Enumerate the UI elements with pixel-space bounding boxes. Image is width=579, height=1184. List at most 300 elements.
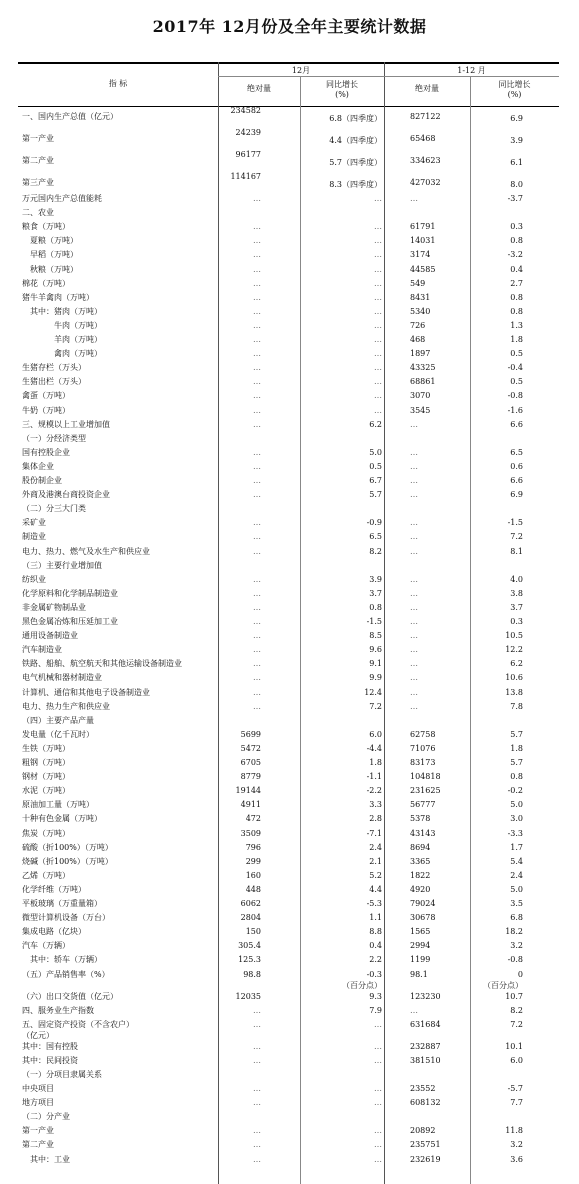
row-label: 烧碱（折100%）（万吨） bbox=[22, 856, 113, 866]
row-label: 硫酸（折100%）（万吨） bbox=[22, 842, 113, 852]
stats-table-header bbox=[18, 62, 559, 107]
month-growth-value: 6.7 bbox=[369, 476, 382, 485]
table-row bbox=[18, 391, 559, 405]
month-absolute-value: … bbox=[253, 1041, 261, 1051]
month-absolute-value: … bbox=[253, 335, 261, 344]
year-absolute-value: 726 bbox=[410, 320, 426, 330]
row-label: 粗钢（万吨） bbox=[22, 758, 70, 767]
year-absolute-value: 71076 bbox=[410, 743, 436, 753]
year-absolute-value: 20892 bbox=[410, 1126, 436, 1136]
month-growth-unit: （百分点） bbox=[342, 980, 382, 990]
year-growth-value: 0.8 bbox=[510, 306, 523, 316]
month-growth-value: 2.8 bbox=[369, 814, 382, 824]
row-label: 外商及港澳台商投资企业 bbox=[22, 490, 110, 500]
year-growth-value: 5.4 bbox=[510, 856, 523, 866]
year-growth-value: 3.0 bbox=[510, 814, 523, 824]
month-absolute-value: … bbox=[253, 687, 261, 697]
year-absolute-value: … bbox=[410, 659, 418, 669]
month-growth-value: 5.7 bbox=[369, 490, 382, 500]
year-growth-value: 11.8 bbox=[505, 1126, 523, 1136]
row-label: 钢材（万吨） bbox=[22, 772, 70, 782]
month-growth-value: … bbox=[374, 1084, 382, 1093]
year-absolute-value: 123230 bbox=[410, 991, 441, 1001]
row-label: 微型计算机设备（万台） bbox=[22, 913, 110, 923]
year-absolute-value: … bbox=[410, 1005, 418, 1015]
table-row bbox=[18, 992, 559, 1006]
row-label: （二）分三大门类 bbox=[22, 504, 86, 514]
row-label: 十种有色金属（万吨） bbox=[22, 814, 102, 824]
table-row bbox=[18, 702, 559, 716]
table-row bbox=[18, 843, 559, 857]
month-growth-value: … bbox=[374, 320, 382, 330]
month-growth-value: 7.9 bbox=[369, 1005, 382, 1015]
year-absolute-value: 3545 bbox=[410, 405, 431, 415]
year-growth-value: -3.3 bbox=[507, 828, 523, 838]
table-row bbox=[18, 349, 559, 363]
month-absolute-value: … bbox=[253, 701, 261, 711]
month-absolute-value: 2804 bbox=[240, 913, 261, 923]
year-growth-value: 3.8 bbox=[510, 588, 523, 598]
row-label: 地方项目 bbox=[22, 1098, 54, 1108]
month-growth-value: 2.4 bbox=[369, 842, 382, 852]
year-absolute-value: 608132 bbox=[410, 1098, 441, 1108]
month-growth-value: … bbox=[374, 1154, 382, 1164]
year-absolute-value: 43143 bbox=[410, 828, 436, 838]
year-absolute-value: 827122 bbox=[410, 112, 441, 121]
month-absolute-value: 5699 bbox=[240, 729, 261, 739]
year-growth-value: 6.8 bbox=[510, 913, 523, 923]
row-label: 计算机、通信和其他电子设备制造业 bbox=[22, 687, 150, 697]
year-growth-value: 4.0 bbox=[510, 574, 523, 584]
month-growth-value: 9.3 bbox=[369, 991, 382, 1001]
month-growth-value: … bbox=[374, 405, 382, 415]
year-growth-value: -0.8 bbox=[507, 391, 523, 401]
month-growth-value: … bbox=[374, 250, 382, 260]
month-absolute-value: … bbox=[253, 1005, 261, 1015]
header-year-growth: 同比增长 bbox=[498, 80, 531, 89]
year-absolute-value: 232619 bbox=[410, 1154, 441, 1164]
year-absolute-value: … bbox=[410, 447, 418, 457]
year-absolute-value: 79024 bbox=[410, 899, 436, 908]
table-row bbox=[18, 1140, 559, 1154]
year-growth-value: 0.8 bbox=[510, 772, 523, 782]
year-growth-value: 10.5 bbox=[505, 631, 523, 641]
row-label: 第二产业 bbox=[22, 156, 54, 165]
header-month-abs: 绝对量 bbox=[247, 84, 271, 93]
row-label: 水泥（万吨） bbox=[22, 786, 70, 796]
year-growth-value: 7.8 bbox=[510, 701, 523, 711]
page-title: 2017年 12月份及全年主要统计数据 bbox=[152, 17, 427, 36]
month-absolute-value: 305.4 bbox=[238, 941, 261, 951]
month-absolute-value: 5472 bbox=[240, 743, 261, 753]
month-growth-value: 8.8 bbox=[369, 927, 382, 937]
month-absolute-value: … bbox=[253, 320, 261, 330]
month-growth-value: 6.0 bbox=[369, 729, 382, 739]
year-absolute-value: 68861 bbox=[410, 377, 436, 387]
year-growth-value: 7.2 bbox=[510, 532, 523, 542]
year-growth-value: 1.7 bbox=[510, 842, 523, 852]
row-label: 其中：轿车（万辆） bbox=[22, 955, 102, 965]
month-absolute-value: … bbox=[253, 1055, 261, 1065]
year-growth-value: 5.0 bbox=[510, 800, 523, 810]
year-growth-value: 3.7 bbox=[510, 602, 523, 612]
month-absolute-value: 6062 bbox=[240, 899, 261, 908]
month-growth-value: … bbox=[374, 278, 382, 288]
year-absolute-value: 631684 bbox=[410, 1019, 441, 1029]
table-row bbox=[18, 490, 559, 504]
month-absolute-value: … bbox=[253, 602, 261, 612]
year-growth-value: 2.4 bbox=[510, 870, 523, 880]
month-absolute-value: 125.3 bbox=[238, 955, 261, 965]
month-growth-value: 4.4（四季度） bbox=[329, 136, 382, 145]
year-growth-value: 0.8 bbox=[510, 236, 523, 246]
row-label: 五、固定资产投资（不含农户） bbox=[22, 1019, 134, 1029]
month-absolute-value: 4911 bbox=[240, 800, 261, 810]
row-label: 一、国内生产总值（亿元） bbox=[22, 112, 118, 121]
year-growth-value: 8.0 bbox=[510, 180, 523, 189]
table-row bbox=[18, 899, 559, 913]
month-growth-value: -1.1 bbox=[366, 772, 382, 782]
month-absolute-value: … bbox=[253, 1154, 261, 1164]
month-growth-value: 2.2 bbox=[369, 955, 382, 965]
year-absolute-value: 44585 bbox=[410, 264, 436, 274]
year-growth-value: 8.1 bbox=[510, 546, 523, 556]
row-label: 其中：猪肉（万吨） bbox=[22, 306, 102, 316]
row-label: 黑色金属冶炼和压延加工业 bbox=[22, 617, 118, 626]
year-growth-value: -1.5 bbox=[507, 518, 523, 528]
year-growth-value: 10.6 bbox=[505, 673, 523, 683]
month-absolute-value: … bbox=[253, 236, 261, 246]
row-label: 粮食（万吨） bbox=[22, 222, 70, 232]
row-label: 平板玻璃（万重量箱） bbox=[22, 899, 102, 908]
row-label: 其中：工业 bbox=[22, 1154, 70, 1164]
row-label: 生铁（万吨） bbox=[22, 743, 70, 753]
year-absolute-value: … bbox=[410, 588, 418, 598]
year-absolute-value: … bbox=[410, 701, 418, 711]
header-period-month: 12月 bbox=[291, 66, 311, 75]
month-absolute-value: 24239 bbox=[235, 128, 261, 137]
month-absolute-value: … bbox=[253, 574, 261, 584]
row-label: 第一产业 bbox=[22, 134, 54, 143]
year-absolute-value: 3174 bbox=[410, 250, 431, 260]
table-row bbox=[18, 758, 559, 772]
year-growth-value: 6.6 bbox=[510, 419, 523, 429]
row-label: 禽蛋（万吨） bbox=[22, 391, 70, 401]
year-absolute-value: 549 bbox=[410, 278, 426, 288]
month-growth-value: … bbox=[374, 377, 382, 387]
table-row bbox=[18, 462, 559, 476]
month-growth-value: … bbox=[374, 306, 382, 316]
month-growth-value: 1.1 bbox=[369, 913, 382, 923]
year-absolute-value: 5340 bbox=[410, 306, 431, 316]
year-absolute-value: 427032 bbox=[410, 178, 441, 187]
row-label: 电力、热力、燃气及水生产和供应业 bbox=[22, 546, 150, 556]
year-growth-value: 0.4 bbox=[510, 264, 523, 274]
year-growth-value: 7.2 bbox=[510, 1019, 523, 1029]
table-row bbox=[18, 476, 559, 490]
table-row bbox=[18, 420, 559, 434]
year-growth-value: 5.0 bbox=[510, 884, 523, 894]
month-absolute-value: … bbox=[253, 1126, 261, 1136]
year-growth-value: 0.5 bbox=[510, 349, 523, 359]
row-label: 三、规模以上工业增加值 bbox=[22, 419, 110, 429]
header-indicator: 指 标 bbox=[108, 79, 128, 88]
table-row bbox=[18, 208, 559, 222]
year-absolute-value: 1822 bbox=[410, 870, 431, 880]
table-row bbox=[18, 617, 559, 631]
year-absolute-value: 23552 bbox=[410, 1084, 436, 1093]
row-label: 四、服务业生产指数 bbox=[22, 1005, 94, 1015]
table-row bbox=[18, 631, 559, 645]
month-absolute-value: … bbox=[253, 1019, 261, 1029]
month-growth-value: 7.2 bbox=[369, 701, 382, 711]
table-row bbox=[18, 1155, 559, 1169]
month-absolute-value: … bbox=[253, 363, 261, 373]
month-growth-value: 5.0 bbox=[369, 447, 382, 457]
month-absolute-value: 796 bbox=[245, 842, 261, 852]
year-growth-value: 6.0 bbox=[510, 1055, 523, 1065]
table-row bbox=[18, 688, 559, 702]
year-growth-value: 6.5 bbox=[510, 447, 523, 457]
month-absolute-value: 19144 bbox=[235, 786, 261, 796]
month-absolute-value: … bbox=[253, 645, 261, 655]
month-growth-value: 2.1 bbox=[369, 856, 382, 866]
year-absolute-value: … bbox=[410, 602, 418, 612]
year-absolute-value: … bbox=[410, 687, 418, 697]
table-row bbox=[18, 871, 559, 885]
table-row bbox=[18, 561, 559, 575]
month-growth-value: -2.2 bbox=[366, 786, 382, 796]
month-absolute-value: … bbox=[253, 461, 261, 471]
month-absolute-value: … bbox=[253, 546, 261, 556]
month-growth-value: … bbox=[374, 391, 382, 401]
month-growth-value: 9.6 bbox=[369, 645, 382, 655]
year-absolute-value: 8694 bbox=[410, 842, 431, 852]
table-row bbox=[18, 1126, 559, 1140]
month-absolute-value: 160 bbox=[245, 870, 261, 880]
year-growth-value: 3.5 bbox=[510, 899, 523, 908]
year-growth-value: 0.5 bbox=[510, 377, 523, 387]
month-absolute-value: … bbox=[253, 631, 261, 641]
row-label: （五）产品销售率（%） bbox=[22, 969, 110, 979]
table-row bbox=[18, 857, 559, 871]
month-absolute-value: 448 bbox=[245, 884, 261, 894]
table-row bbox=[18, 927, 559, 941]
table-row bbox=[18, 406, 559, 420]
year-absolute-value: 468 bbox=[410, 335, 426, 344]
month-growth-value: … bbox=[374, 363, 382, 373]
year-growth-value: 10.1 bbox=[505, 1041, 523, 1051]
month-absolute-value: 96177 bbox=[235, 150, 261, 159]
year-growth-value: 0 bbox=[517, 969, 523, 979]
month-absolute-value: … bbox=[253, 194, 261, 203]
year-growth-value: -5.7 bbox=[507, 1084, 523, 1093]
row-label: （一）分经济类型 bbox=[22, 433, 86, 443]
year-absolute-value: … bbox=[410, 419, 418, 429]
year-growth-value: 0.3 bbox=[510, 222, 523, 232]
year-growth-value: 3.2 bbox=[510, 1140, 523, 1150]
row-label-unit: （亿元） bbox=[22, 1030, 54, 1040]
row-label: 发电量（亿千瓦时） bbox=[22, 729, 94, 739]
month-growth-value: 12.4 bbox=[364, 687, 382, 697]
month-growth-value: 5.7（四季度） bbox=[329, 158, 382, 167]
table-row bbox=[18, 970, 559, 992]
table-row bbox=[18, 941, 559, 955]
row-label: 其中：民间投资 bbox=[22, 1055, 78, 1065]
year-growth-value: 0.6 bbox=[510, 461, 523, 471]
table-row bbox=[18, 955, 559, 969]
table-row bbox=[18, 645, 559, 659]
month-absolute-value: … bbox=[253, 447, 261, 457]
year-growth-value: -1.6 bbox=[507, 405, 523, 415]
month-absolute-value: 6705 bbox=[240, 758, 261, 767]
month-growth-value: -0.9 bbox=[366, 518, 382, 528]
year-absolute-value: 3365 bbox=[410, 856, 431, 866]
year-absolute-value: 56777 bbox=[410, 800, 436, 810]
year-growth-value: 3.9 bbox=[510, 136, 523, 145]
month-growth-value: 1.8 bbox=[369, 758, 382, 767]
table-row bbox=[18, 589, 559, 603]
year-growth-value: -0.2 bbox=[507, 786, 523, 796]
month-growth-value: 9.1 bbox=[369, 659, 382, 669]
row-label: 第一产业 bbox=[22, 1126, 54, 1136]
header-period-year: 1-12 月 bbox=[457, 66, 486, 75]
year-absolute-value: 334623 bbox=[410, 156, 441, 165]
month-growth-value: 6.5 bbox=[369, 532, 382, 542]
table-row bbox=[18, 1020, 559, 1042]
header-row bbox=[18, 62, 559, 107]
row-label: （四）主要产品产量 bbox=[22, 715, 94, 725]
month-absolute-value: … bbox=[253, 419, 261, 429]
row-label: 乙烯（万吨） bbox=[22, 870, 70, 880]
month-growth-value: … bbox=[374, 349, 382, 359]
month-absolute-value: 12035 bbox=[235, 991, 261, 1001]
table-row bbox=[18, 1098, 559, 1112]
month-growth-value: … bbox=[374, 194, 382, 203]
year-absolute-value: … bbox=[410, 631, 418, 641]
month-growth-value: 5.2 bbox=[369, 870, 382, 880]
year-absolute-value: … bbox=[410, 194, 418, 203]
table-row bbox=[18, 293, 559, 307]
year-absolute-value: 3070 bbox=[410, 391, 431, 401]
table-row bbox=[18, 1006, 559, 1020]
month-growth-value: … bbox=[374, 1140, 382, 1150]
year-growth-value: 7.7 bbox=[510, 1098, 523, 1108]
month-growth-value: 0.4 bbox=[369, 941, 382, 951]
month-growth-value: … bbox=[374, 1126, 382, 1136]
row-label: （六）出口交货值（亿元） bbox=[22, 991, 118, 1001]
row-label: （三）主要行业增加值 bbox=[22, 560, 102, 570]
year-absolute-value: 83173 bbox=[410, 758, 436, 767]
year-growth-value: 12.2 bbox=[505, 645, 523, 655]
row-label: 羊肉（万吨） bbox=[22, 335, 102, 344]
month-absolute-value: … bbox=[253, 306, 261, 316]
table-row bbox=[18, 730, 559, 744]
month-absolute-value: 8779 bbox=[240, 772, 261, 782]
month-absolute-value: … bbox=[253, 405, 261, 415]
table-row bbox=[18, 128, 559, 150]
month-growth-value: 3.7 bbox=[369, 588, 382, 598]
table-row bbox=[18, 194, 559, 208]
year-growth-value: 6.6 bbox=[510, 476, 523, 485]
year-absolute-value: … bbox=[410, 461, 418, 471]
year-growth-value: 8.2 bbox=[510, 1005, 523, 1015]
year-growth-value: 5.7 bbox=[510, 758, 523, 767]
month-absolute-value: 150 bbox=[245, 927, 261, 937]
row-label: 生猪出栏（万头） bbox=[22, 377, 86, 387]
year-absolute-value: … bbox=[410, 476, 418, 485]
row-label: 电气机械和器材制造业 bbox=[22, 673, 102, 683]
year-growth-value: -0.4 bbox=[507, 363, 523, 373]
month-growth-value: -4.4 bbox=[366, 743, 382, 753]
row-label: 生猪存栏（万头） bbox=[22, 363, 86, 373]
year-absolute-value: 98.1 bbox=[410, 969, 428, 979]
year-absolute-value: 231625 bbox=[410, 786, 441, 796]
month-growth-value: 4.4 bbox=[369, 884, 382, 894]
month-growth-value: 8.3（四季度） bbox=[329, 180, 382, 189]
row-label: 中央项目 bbox=[22, 1084, 54, 1093]
row-label: 汽车（万辆） bbox=[22, 941, 70, 951]
year-absolute-value: … bbox=[410, 546, 418, 556]
month-absolute-value: … bbox=[253, 673, 261, 683]
row-label: 化学纤维（万吨） bbox=[22, 884, 86, 894]
month-absolute-value: 114167 bbox=[230, 172, 261, 181]
month-absolute-value: … bbox=[253, 391, 261, 401]
header-month-unit: (%) bbox=[335, 90, 349, 99]
row-label: （一）分项目隶属关系 bbox=[22, 1069, 102, 1079]
month-growth-value: -7.1 bbox=[366, 828, 382, 838]
year-absolute-value: 5378 bbox=[410, 814, 431, 824]
row-label: 通用设备制造业 bbox=[22, 631, 78, 641]
year-absolute-value: 235751 bbox=[410, 1140, 441, 1150]
month-growth-value: 8.2 bbox=[369, 546, 382, 556]
row-label: 第二产业 bbox=[22, 1140, 54, 1150]
month-growth-value: 0.5 bbox=[369, 461, 382, 471]
month-growth-value: … bbox=[374, 1019, 382, 1029]
header-year-unit: (%) bbox=[507, 90, 522, 99]
table-row bbox=[18, 377, 559, 391]
table-row bbox=[18, 279, 559, 293]
year-growth-unit: （百分点） bbox=[483, 980, 523, 990]
month-absolute-value: … bbox=[253, 250, 261, 260]
year-growth-value: 6.9 bbox=[510, 114, 523, 123]
row-label: 汽车制造业 bbox=[22, 645, 62, 655]
year-growth-value: 0.8 bbox=[510, 292, 523, 302]
row-label: 早稻（万吨） bbox=[22, 250, 78, 260]
row-label: 夏粮（万吨） bbox=[22, 236, 78, 246]
month-absolute-value: … bbox=[253, 264, 261, 274]
year-absolute-value: 14031 bbox=[410, 236, 436, 246]
year-growth-value: 1.8 bbox=[510, 335, 523, 344]
month-growth-value: 6.2 bbox=[369, 419, 382, 429]
month-absolute-value: … bbox=[253, 532, 261, 542]
month-absolute-value: 3509 bbox=[240, 828, 261, 838]
table-row bbox=[18, 236, 559, 250]
table-row bbox=[18, 786, 559, 800]
row-label: 牛奶（万吨） bbox=[22, 405, 70, 415]
year-absolute-value: … bbox=[410, 490, 418, 500]
row-label: 纺织业 bbox=[22, 574, 46, 584]
table-row bbox=[18, 659, 559, 673]
year-absolute-value: 381510 bbox=[410, 1055, 441, 1065]
month-absolute-value: … bbox=[253, 588, 261, 598]
year-absolute-value: … bbox=[410, 518, 418, 528]
month-growth-value: … bbox=[374, 264, 382, 274]
row-label: 电力、热力生产和供应业 bbox=[22, 701, 110, 711]
month-growth-value: … bbox=[374, 292, 382, 302]
month-absolute-value: … bbox=[253, 292, 261, 302]
table-row bbox=[18, 885, 559, 899]
